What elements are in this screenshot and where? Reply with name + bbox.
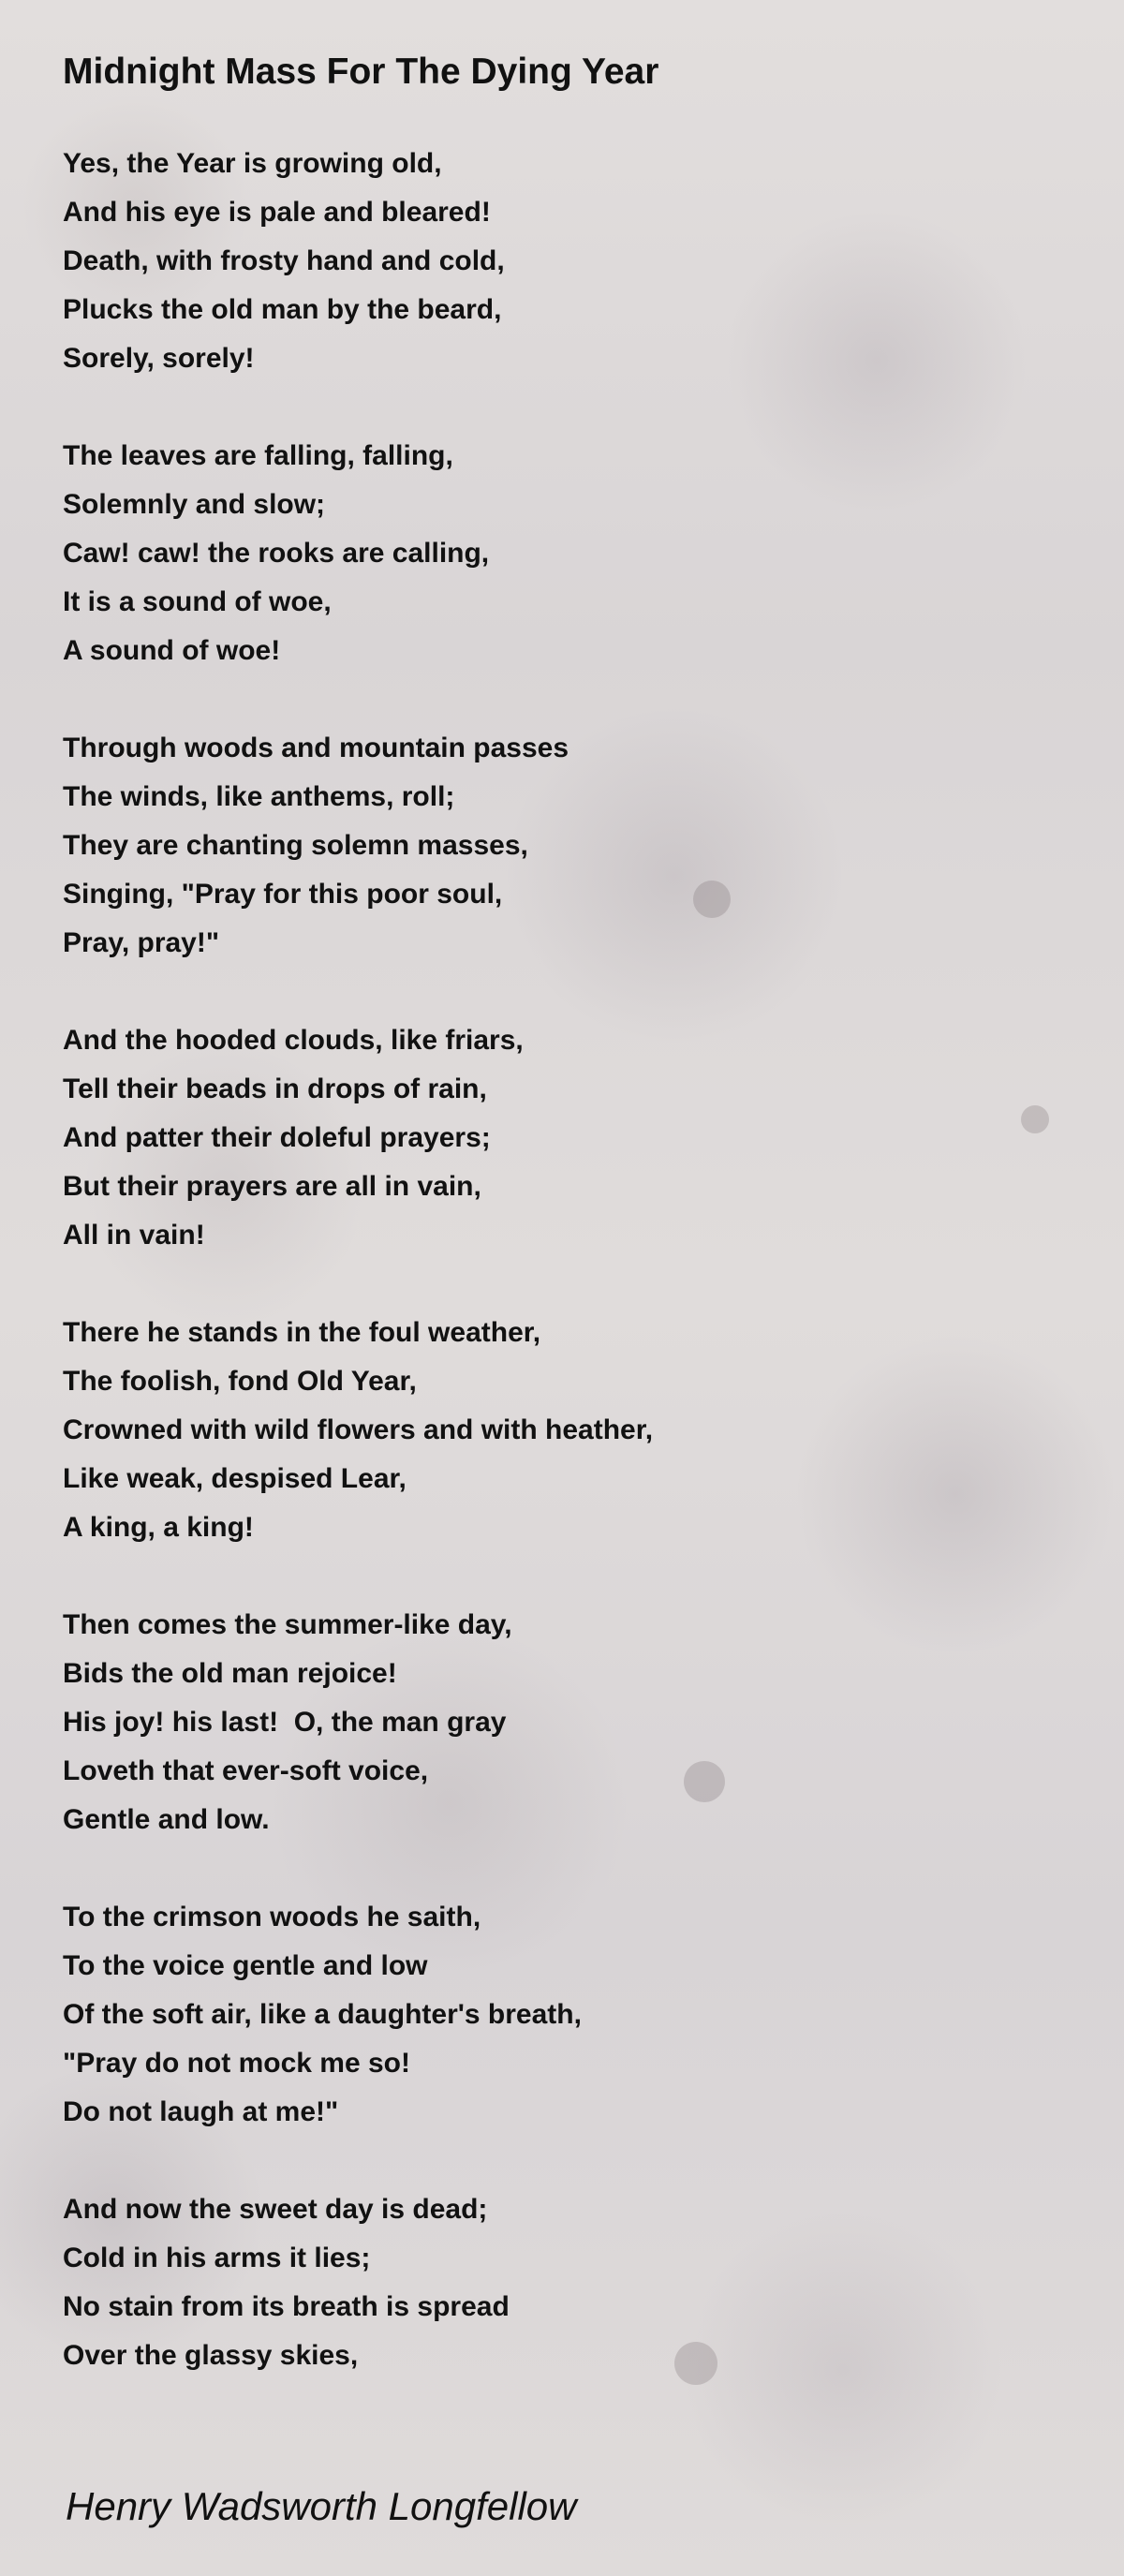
poem-line: Of the soft air, like a daughter's breath, (63, 1999, 582, 2030)
poem-title: Midnight Mass For The Dying Year (63, 52, 659, 92)
poem-line: But their prayers are all in vain, (63, 1171, 481, 1202)
poem-line: Gentle and low. (63, 1804, 270, 1835)
poem-line: Sorely, sorely! (63, 343, 255, 374)
poem-line: Bids the old man rejoice! (63, 1658, 397, 1689)
poem-line: Yes, the Year is growing old, (63, 148, 442, 179)
poem-line: And the hooded clouds, like friars, (63, 1025, 524, 1056)
poem-line: Singing, "Pray for this poor soul, (63, 879, 503, 910)
poem-line: To the voice gentle and low (63, 1950, 428, 1981)
poem-line: Pray, pray!" (63, 927, 220, 958)
poem-stanza (63, 1309, 1074, 1552)
poem-line: A king, a king! (63, 1512, 254, 1543)
poem-line: Through woods and mountain passes (63, 733, 569, 763)
poem-stanza (63, 140, 1074, 383)
poem-line: The foolish, fond Old Year, (63, 1366, 417, 1397)
poem-line: And patter their doleful prayers; (63, 1122, 491, 1153)
poem-line: A sound of woe! (63, 635, 281, 666)
poem-stanza (63, 2185, 1074, 2380)
poem-line: Loveth that ever-soft voice, (63, 1755, 429, 1786)
poem-line: Then comes the summer-like day, (63, 1609, 512, 1640)
poem-line: "Pray do not mock me so! (63, 2048, 410, 2079)
poem-line: No stain from its breath is spread (63, 2291, 510, 2322)
poem-author: Henry Wadsworth Longfellow (66, 2484, 577, 2528)
poem-line: Crowned with wild flowers and with heather, (63, 1414, 654, 1445)
poem-stanza (63, 1601, 1074, 1844)
poem-stanza (63, 724, 1074, 968)
poem-line: And now the sweet day is dead; (63, 2194, 488, 2225)
poem-line: Do not laugh at me!" (63, 2096, 339, 2127)
poem-stanza (63, 1016, 1074, 1260)
poem-stanza (63, 432, 1074, 675)
poem-line: Caw! caw! the rooks are calling, (63, 538, 490, 569)
poem-line: Plucks the old man by the beard, (63, 294, 502, 325)
poem-line: Solemnly and slow; (63, 489, 326, 520)
poem-line: All in vain! (63, 1220, 205, 1251)
poem-line: His joy! his last! O, the man gray (63, 1707, 507, 1738)
poem-line: And his eye is pale and bleared! (63, 197, 491, 228)
poem-line: It is a sound of woe, (63, 586, 332, 617)
poem-line: They are chanting solemn masses, (63, 830, 528, 861)
poem-line: Tell their beads in drops of rain, (63, 1073, 487, 1104)
poem-line: The leaves are falling, falling, (63, 440, 453, 471)
poem-line: Death, with frosty hand and cold, (63, 245, 505, 276)
poem-line: The winds, like anthems, roll; (63, 781, 455, 812)
poem-line: Cold in his arms it lies; (63, 2243, 371, 2273)
poem-body (63, 140, 1074, 2429)
poem-stanza (63, 1893, 1074, 2137)
poem-line: Over the glassy skies, (63, 2340, 359, 2371)
poem-line: To the crimson woods he saith, (63, 1902, 481, 1932)
poem-line: There he stands in the foul weather, (63, 1317, 541, 1348)
poem-line: Like weak, despised Lear, (63, 1463, 407, 1494)
